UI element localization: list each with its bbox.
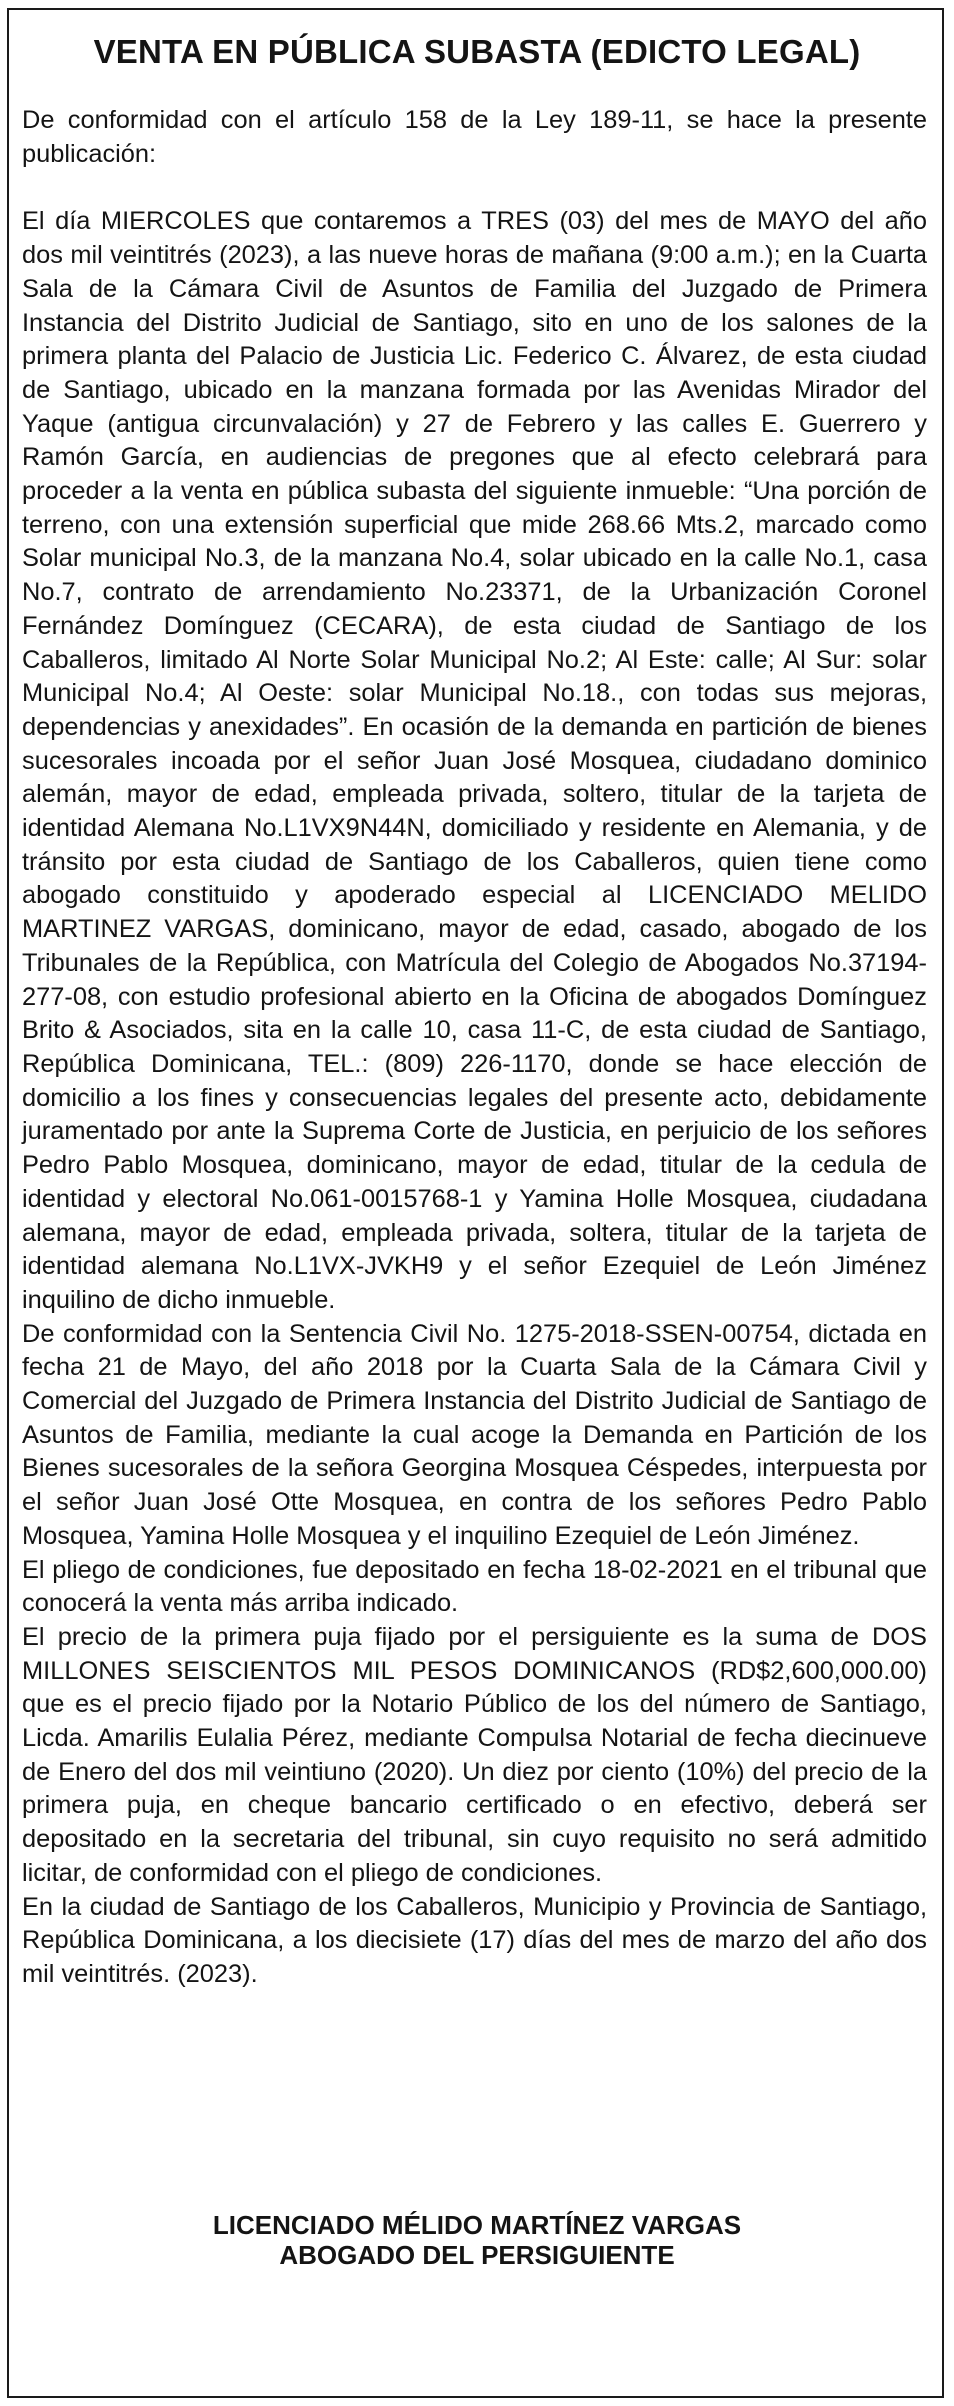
signature-role: ABOGADO DEL PERSIGUIENTE bbox=[279, 2240, 675, 2270]
conditions-paragraph: El pliego de condiciones, fue depositado en fecha 18-02-2021 en el tribunal que conocerá la venta más arriba indicado. bbox=[22, 1555, 927, 1618]
closing-paragraph: En la ciudad de Santiago de los Caballeros, Municipio y Provincia de Santiago, República Dominicana, a los diecisiete (17) días del mes de marzo del año dos mil veintitrés. (2023). bbox=[22, 1892, 927, 1988]
auction-details-paragraph: El día MIERCOLES que contaremos a TRES (03) del mes de MAYO del año dos mil veintitrés (2023), a las nueve horas de mañana (9:00 a.m.); en la Cuarta Sala de la Cámara Civil de Asuntos de Familia del Juzgado de Primera Instancia del Distrito Judicial de Santiago, sito en uno de los salones de la primera planta del Palacio de Justicia Lic. Federico C. Álvarez, de esta ciudad de Santiago, ubicado en la manzana formada por las Avenidas Mirador del Yaque (antigua circunvalación) y 27 de Febrero y las calles E. Guerrero y Ramón García, en audiencias de pregones que al efecto celebrará para proceder a la venta en pública subasta del siguiente inmueble: “Una porción de terreno, con una extensión superficial que mide 268.66 Mts.2, marcado como Solar municipal No.3, de la manzana No.4, solar ubicado en la calle No.1, casa No.7, contrato de arrendamiento No.23371, de la Urbanización Coronel Fernández Domínguez (CECARA), de esta ciudad de Santiago de los Caballeros, limitado Al Norte Solar Municipal No.2; Al Este: calle; Al Sur: solar Municipal No.4; Al Oeste: solar Municipal No.18., con todas sus mejoras, dependencias y anexidades”. En ocasión de la demanda en partición de bienes sucesorales incoada por el señor Juan José Mosquea, ciudadano dominico alemán, mayor de edad, empleada privada, soltero, titular de la tarjeta de identidad Alemana No.L1VX9N44N, domiciliado y residente en Alemania, y de tránsito por esta ciudad de Santiago de los Caballeros, quien tiene como abogado constituido y apoderado especial al LICENCIADO MELIDO MARTINEZ VARGAS, dominicano, mayor de edad, casado, abogado de los Tribunales de la República, con Matrícula del Colegio de Abogados No.37194-277-08, con estudio profesional abierto en la Oficina de abogados Domínguez Brito & Asociados, sita en la calle 10, casa 11-C, de esta ciudad de Santiago, República Dominicana, TEL.: (809) 226-1170, donde se hace elección de domicilio a los fines y consecuencias legales del presente acto, debidamente juramentado por ante la Suprema Corte de Justicia, en perjuicio de los señores Pedro Pablo Mosquea, dominicano, mayor de edad, titular de la cedula de identidad y electoral No.061-0015768-1 y Yamina Holle Mosquea, ciudadana alemana, mayor de edad, empleada privada, soltera, titular de la tarjeta de identidad alemana No.L1VX-JVKH9 y el señor Ezequiel de León Jiménez inquilino de dicho inmueble. bbox=[22, 207, 927, 1314]
signature-name: LICENCIADO MÉLIDO MARTÍNEZ VARGAS bbox=[212, 2210, 742, 2240]
price-paragraph: El precio de la primera puja fijado por el persiguiente es la suma de DOS MILLONES SEISCIENTOS MIL PESOS DOMINICANOS (RD$2,600,000.00) que es el precio fijado por la Notario Público de los del número de Santiago, Licda. Amarilis Eulalia Pérez, mediante Compulsa Notarial de fecha diecinueve de Enero del dos mil veintiuno (2020). Un diez por ciento (10%) del precio de la primera puja, en cheque bancario certificado o en efectivo, deberá ser depositado en la secretaria del tribunal, sin cuyo requisito no será admitido licitar, de conformidad con el pliego de condiciones. bbox=[22, 1622, 927, 1887]
notice-title: VENTA EN PÚBLICA SUBASTA (EDICTO LEGAL) bbox=[93, 33, 861, 70]
signature-block bbox=[0, 2210, 954, 2270]
notice-body bbox=[22, 104, 927, 1992]
sentence-paragraph: De conformidad con la Sentencia Civil No. 1275-2018-SSEN-00754, dictada en fecha 21 de Mayo, del año 2018 por la Cuarta Sala de la Cámara Civil y Comercial del Juzgado de Primera Instancia del Distrito Judicial de Santiago de Asuntos de Familia, mediante la cual acoge la Demanda en Partición de los Bienes sucesorales de la señora Georgina Mosquea Céspedes, interpuesta por el señor Juan José Otte Mosquea, en contra de los señores Pedro Pablo Mosquea, Yamina Holle Mosquea y el inquilino Ezequiel de León Jiménez. bbox=[22, 1319, 927, 1550]
intro-paragraph: De conformidad con el artículo 158 de la Ley 189-11, se hace la presente publicación: bbox=[22, 106, 927, 168]
